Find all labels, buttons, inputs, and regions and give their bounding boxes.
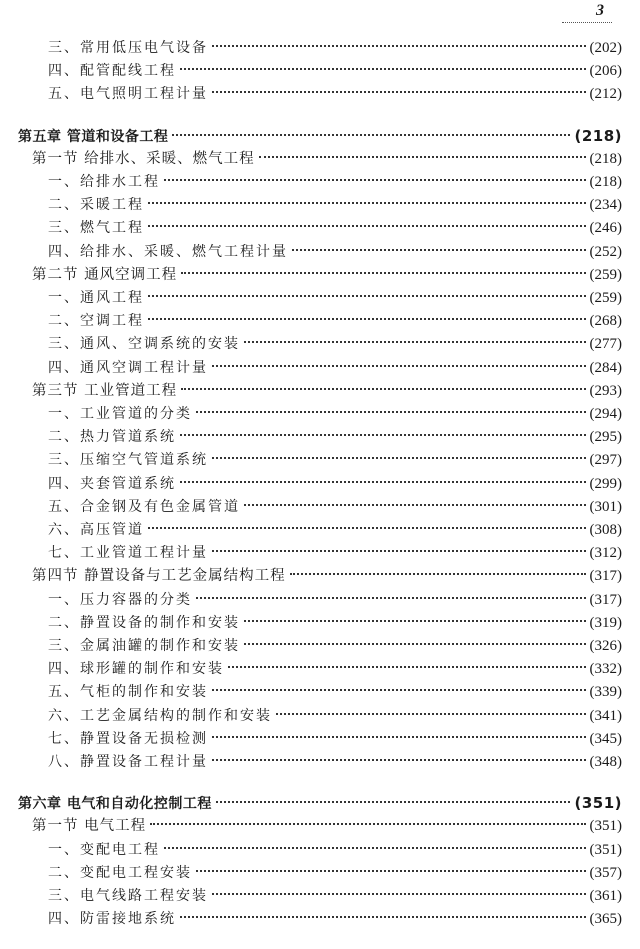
dot-leader [148, 295, 586, 297]
dot-leader [172, 134, 570, 136]
toc-item-row [48, 286, 622, 310]
toc-item-row [48, 309, 622, 333]
dot-leader [180, 481, 586, 483]
toc-item-row [48, 216, 622, 240]
toc-entry-page: (326) [589, 638, 622, 654]
toc-entry-title: 四、给排水、采暖、燃气工程计量 [48, 243, 288, 260]
toc-item-row [48, 332, 622, 356]
toc-entry-page: (206) [589, 63, 622, 80]
toc-entry-page: (277) [589, 336, 622, 353]
toc-entry-page: (332) [589, 661, 622, 678]
toc-entry-title: 第三节 工业管道工程 [32, 382, 178, 399]
toc-entry-page: (345) [589, 730, 622, 747]
toc-entry-title: 八、静置设备工程计量 [48, 754, 208, 770]
toc-entry-title: 三、通风、空调系统的安装 [48, 336, 240, 353]
dot-leader [290, 573, 586, 575]
toc-entry-page: (202) [589, 40, 622, 56]
toc-entry-page: (361) [589, 888, 622, 904]
dot-leader [181, 272, 585, 274]
dot-leader [164, 847, 586, 849]
dot-leader [148, 225, 586, 227]
dot-leader [180, 434, 586, 436]
toc-entry-page: (319) [589, 614, 622, 631]
header-rule [562, 22, 612, 23]
toc-item-row [48, 59, 622, 83]
dot-leader [244, 643, 586, 645]
toc-item-row [48, 727, 622, 751]
toc-item-row [48, 634, 622, 658]
toc-entry-title: 五、电气照明工程计量 [48, 86, 208, 103]
toc-entry-page: (341) [589, 707, 622, 724]
toc-section-row [32, 263, 622, 287]
toc-entry-page: (218) [589, 174, 622, 190]
toc-entry-title: 第一节 给排水、采暖、燃气工程 [32, 150, 255, 167]
toc-entry-title: 第五章 管道和设备工程 [18, 128, 169, 145]
toc-entry-title: 七、工业管道工程计量 [48, 545, 208, 562]
dot-leader [212, 457, 586, 459]
toc-entry-page: (351) [574, 794, 622, 813]
toc-entry-title: 六、高压管道 [48, 522, 144, 538]
dot-leader [196, 597, 586, 599]
toc-entry-title: 第一节 电气工程 [32, 818, 147, 835]
toc-item-row [48, 356, 622, 380]
toc-entry-title: 三、压缩空气管道系统 [48, 452, 208, 469]
toc-item-row [48, 541, 622, 565]
toc-item-row [48, 750, 622, 774]
toc-entry-title: 四、夹套管道系统 [48, 475, 176, 492]
dot-leader [150, 823, 585, 825]
toc-entry-page: (297) [589, 452, 622, 469]
toc-entry-title: 第四节 静置设备与工艺金属结构工程 [32, 568, 286, 585]
toc-item-row [48, 907, 622, 931]
toc-entry-title: 四、防雷接地系统 [48, 911, 176, 928]
dot-leader [148, 202, 586, 204]
dot-leader [276, 713, 586, 715]
toc-item-row [48, 425, 622, 449]
dot-leader [244, 620, 586, 622]
dot-leader [244, 504, 586, 506]
toc-entry-page: (293) [589, 382, 622, 399]
toc-section-row [32, 564, 622, 588]
toc-entry-title: 四、配管配线工程 [48, 63, 176, 80]
toc-entry-page: (351) [589, 841, 622, 858]
dot-leader [228, 666, 586, 668]
toc-entry-page: (234) [589, 197, 622, 214]
toc-entry-page: (312) [589, 545, 622, 562]
dot-leader [148, 318, 586, 320]
dot-leader [180, 68, 586, 70]
dot-leader [196, 870, 586, 872]
toc-entry-title: 一、压力容器的分类 [48, 591, 192, 608]
toc-section-row [32, 379, 622, 403]
toc-entry-page: (308) [589, 522, 622, 538]
toc-entry-page: (339) [589, 684, 622, 701]
toc-item-row [48, 402, 622, 426]
page-number: 3 [596, 2, 604, 19]
toc-item-row [48, 588, 622, 612]
dot-leader [212, 893, 586, 895]
toc-section-row [32, 147, 622, 171]
toc-entry-page: (212) [589, 86, 622, 103]
toc-entry-page: (351) [589, 818, 622, 835]
dot-leader [196, 411, 586, 413]
toc-entry-title: 二、热力管道系统 [48, 429, 176, 446]
toc-item-row [48, 657, 622, 681]
toc-entry-title: 二、变配电工程安装 [48, 864, 192, 881]
toc-entry-title: 二、静置设备的制作和安装 [48, 614, 240, 631]
toc-entry-title: 三、电气线路工程安装 [48, 888, 208, 904]
toc-entry-page: (348) [589, 754, 622, 770]
toc-item-row [48, 518, 622, 542]
toc-entry-title: 一、给排水工程 [48, 174, 160, 190]
toc-entry-page: (317) [589, 591, 622, 608]
toc-entry-page: (268) [589, 313, 622, 330]
dot-leader [292, 249, 586, 251]
toc-entry-title: 四、球形罐的制作和安装 [48, 661, 224, 678]
toc-entry-title: 三、燃气工程 [48, 220, 144, 237]
toc-item-row [48, 36, 622, 60]
toc-item-row [48, 472, 622, 496]
toc-entry-title: 二、空调工程 [48, 313, 144, 330]
toc-chapter-row [18, 124, 622, 148]
toc-entry-page: (365) [589, 911, 622, 928]
toc-entry-title: 五、合金钢及有色金属管道 [48, 498, 240, 515]
toc-section-row [32, 814, 622, 838]
dot-leader [180, 916, 586, 918]
toc-chapter-row [18, 791, 622, 815]
toc-item-row [48, 861, 622, 885]
toc-item-row [48, 82, 622, 106]
dot-leader [212, 550, 586, 552]
toc-item-row [48, 495, 622, 519]
toc-entry-page: (259) [589, 266, 622, 283]
toc-item-row [48, 170, 622, 194]
dot-leader [212, 689, 586, 691]
toc-entry-page: (246) [589, 220, 622, 237]
toc-entry-title: 一、通风工程 [48, 290, 144, 306]
toc-entry-title: 四、通风空调工程计量 [48, 359, 208, 376]
dot-leader [212, 736, 586, 738]
toc-entry-title: 三、常用低压电气设备 [48, 40, 208, 56]
toc-entry-page: (301) [589, 498, 622, 515]
toc-entry-title: 六、工艺金属结构的制作和安装 [48, 707, 272, 724]
toc-entry-page: (284) [589, 359, 622, 376]
dot-leader [164, 179, 586, 181]
toc-entry-page: (218) [574, 126, 622, 145]
dot-leader [244, 341, 586, 343]
toc-entry-title: 一、变配电工程 [48, 841, 160, 858]
toc-item-row [48, 193, 622, 217]
toc-entry-page: (357) [589, 864, 622, 881]
dot-leader [212, 365, 586, 367]
dot-leader [259, 156, 586, 158]
toc-entry-page: (252) [589, 243, 622, 260]
toc-entry-page: (259) [589, 290, 622, 306]
toc-entry-page: (299) [589, 475, 622, 492]
toc-item-row [48, 448, 622, 472]
toc-item-row [48, 611, 622, 635]
toc-entry-page: (295) [589, 429, 622, 446]
toc-item-row [48, 680, 622, 704]
dot-leader [216, 801, 571, 803]
dot-leader [212, 759, 586, 761]
toc-item-row [48, 838, 622, 862]
toc-entry-title: 三、金属油罐的制作和安装 [48, 638, 240, 654]
toc-item-row [48, 884, 622, 908]
dot-leader [148, 527, 586, 529]
toc-entry-title: 第二节 通风空调工程 [32, 266, 178, 283]
dot-leader [212, 91, 586, 93]
toc-item-row [48, 240, 622, 264]
toc-entry-title: 二、采暖工程 [48, 197, 144, 214]
toc-entry-page: (218) [589, 150, 622, 167]
dot-leader [212, 45, 586, 47]
toc-entry-page: (294) [589, 406, 622, 422]
toc-item-row [48, 704, 622, 728]
toc-entry-title: 第六章 电气和自动化控制工程 [18, 796, 212, 813]
toc-entry-page: (317) [589, 568, 622, 585]
dot-leader [181, 388, 585, 390]
toc-entry-title: 七、静置设备无损检测 [48, 730, 208, 747]
toc-entry-title: 一、工业管道的分类 [48, 406, 192, 422]
toc-entry-title: 五、气柜的制作和安装 [48, 684, 208, 701]
